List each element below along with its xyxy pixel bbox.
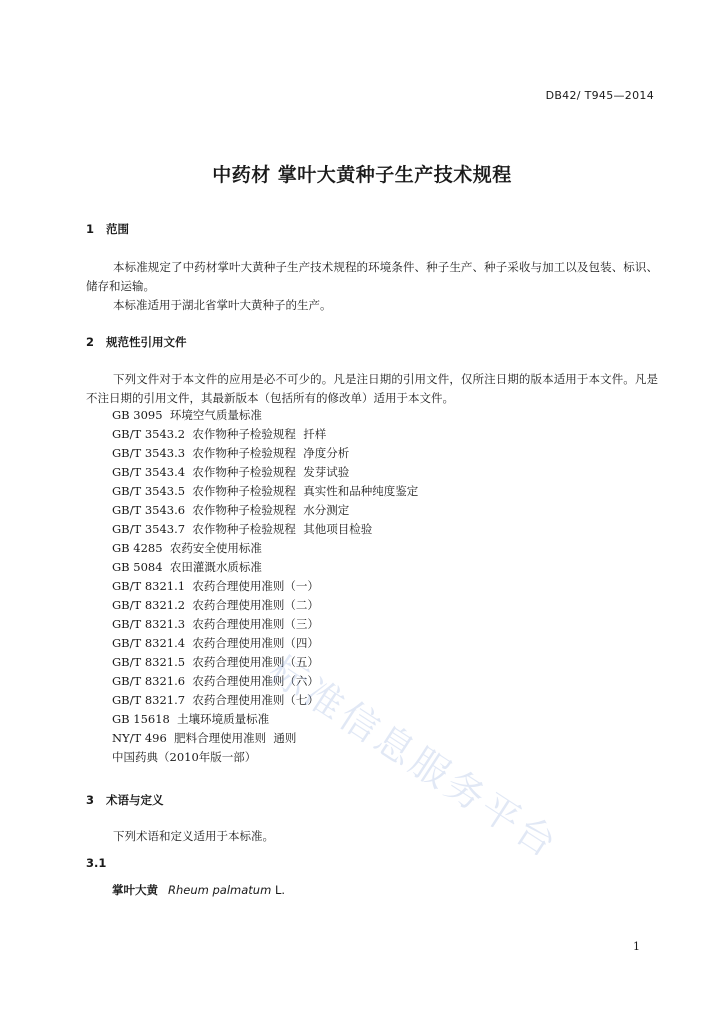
watermark-text: 标准信息服务平台 bbox=[261, 647, 567, 868]
reference-item: GB/T 8321.4 农药合理使用准则（四） bbox=[112, 636, 319, 650]
reference-item: GB/T 8321.2 农药合理使用准则（二） bbox=[112, 598, 319, 612]
section-heading-3 bbox=[86, 792, 164, 808]
reference-item: GB/T 3543.2 农作物种子检验规程 扦样 bbox=[112, 427, 327, 441]
reference-item: GB 15618 土壤环境质量标准 bbox=[112, 712, 270, 726]
reference-item: GB/T 3543.6 农作物种子检验规程 水分测定 bbox=[112, 503, 350, 517]
reference-item: 中国药典（2010年版一部） bbox=[112, 750, 257, 764]
document-title: 中药材 掌叶大黄种子生产技术规程 bbox=[212, 164, 512, 186]
term-latin: Rheum palmatum bbox=[168, 883, 272, 897]
paragraph: 本标准适用于湖北省掌叶大黄种子的生产。 bbox=[113, 298, 332, 312]
term-author: L. bbox=[274, 883, 286, 897]
page-number: 1 bbox=[633, 940, 640, 953]
term-chinese: 掌叶大黄 bbox=[112, 883, 158, 897]
paragraph: 下列术语和定义适用于本标准。 bbox=[113, 829, 274, 843]
reference-item: GB/T 8321.7 农药合理使用准则（七） bbox=[112, 693, 319, 707]
reference-list bbox=[112, 406, 418, 767]
reference-item: GB/T 3543.7 农作物种子检验规程 其他项目检验 bbox=[112, 522, 373, 536]
section-number: 2 bbox=[86, 335, 95, 349]
section-heading-2 bbox=[86, 334, 187, 350]
reference-item: GB 4285 农药安全使用标准 bbox=[112, 541, 262, 555]
section-number: 1 bbox=[86, 222, 95, 236]
paragraph: 下列文件对于本文件的应用是必不可少的。凡是注日期的引用文件，仅所注日期的版本适用于本文件。凡是不注日期的引用文件，其最新版本（包括所有的修改单）适用于本文件。 bbox=[86, 372, 658, 405]
term-entry bbox=[112, 882, 285, 898]
reference-item: GB 5084 农田灌溉水质标准 bbox=[112, 560, 262, 574]
section-title: 术语与定义 bbox=[106, 793, 164, 807]
reference-item: GB 3095 环境空气质量标准 bbox=[112, 408, 262, 422]
reference-item: GB/T 8321.3 农药合理使用准则（三） bbox=[112, 617, 319, 631]
reference-item: GB/T 3543.4 农作物种子检验规程 发芽试验 bbox=[112, 465, 350, 479]
section-heading-1 bbox=[86, 221, 129, 237]
subsection-number: 3.1 bbox=[86, 856, 107, 870]
reference-item: GB/T 8321.6 农药合理使用准则（六） bbox=[112, 674, 319, 688]
section-title: 规范性引用文件 bbox=[106, 335, 187, 349]
paragraph: 本标准规定了中药材掌叶大黄种子生产技术规程的环境条件、种子生产、种子采收与加工以及包装、标识、储存和运输。 bbox=[86, 260, 658, 293]
reference-item: GB/T 3543.3 农作物种子检验规程 净度分析 bbox=[112, 446, 350, 460]
reference-item: NY/T 496 肥料合理使用准则 通则 bbox=[112, 731, 297, 745]
reference-item: GB/T 8321.1 农药合理使用准则（一） bbox=[112, 579, 319, 593]
reference-item: GB/T 3543.5 农作物种子检验规程 真实性和品种纯度鉴定 bbox=[112, 484, 419, 498]
section-title: 范围 bbox=[106, 222, 129, 236]
reference-item: GB/T 8321.5 农药合理使用准则（五） bbox=[112, 655, 319, 669]
standard-code: DB42/ T945—2014 bbox=[545, 89, 654, 102]
section-number: 3 bbox=[86, 793, 95, 807]
